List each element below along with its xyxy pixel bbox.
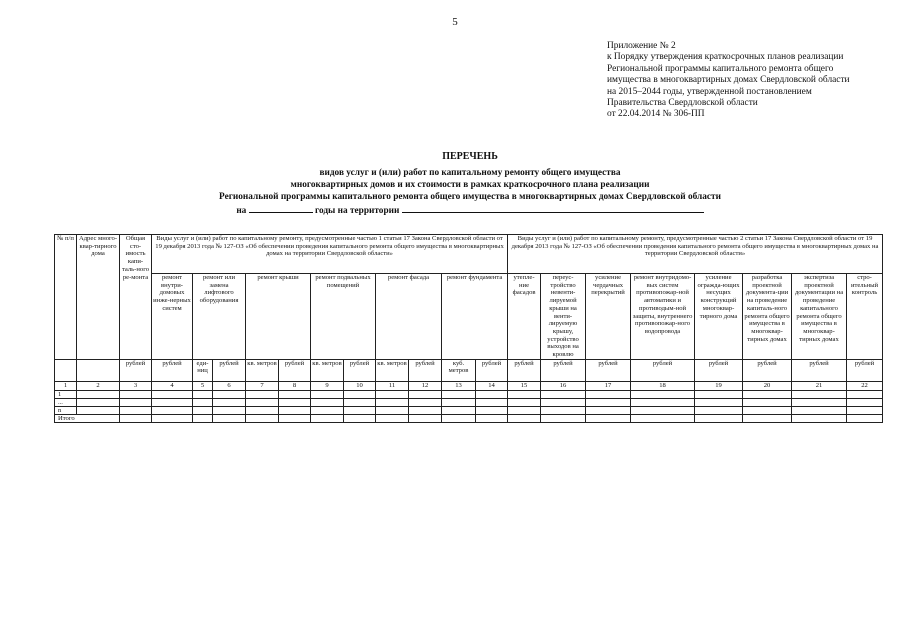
- page-number: 5: [452, 16, 458, 28]
- unit-cell: рублей: [344, 359, 376, 381]
- col-number: 10: [344, 381, 376, 390]
- unit-cell: рублей: [279, 359, 311, 381]
- title-line: многоквартирных домов и их стоимости в рамках краткосрочного плана реализации: [290, 180, 650, 190]
- col-number: 15: [508, 381, 541, 390]
- col-header-foundation: ремонт фундамента: [442, 274, 508, 360]
- unit-cell: [77, 359, 120, 381]
- appendix-line: Правительства Свердловской области: [607, 98, 758, 109]
- unit-cell: рублей: [586, 359, 631, 381]
- col-number: 19: [695, 381, 743, 390]
- territory-prefix: годы на территории: [314, 206, 400, 216]
- col-number: 9: [311, 381, 344, 390]
- unit-cell: рублей: [409, 359, 442, 381]
- col-header-expertise: экспертиза проектной документации на проведение капитального ремонта общего имущества в многоквар-тирных домах: [792, 274, 847, 360]
- col-number: 14: [476, 381, 508, 390]
- col-number: 4: [152, 381, 193, 390]
- unit-cell: [55, 359, 77, 381]
- col-number: 12: [409, 381, 442, 390]
- title-line-period: [150, 203, 790, 217]
- unit-cell: кв. метров: [376, 359, 409, 381]
- unit-cell: рублей: [213, 359, 246, 381]
- appendix-line: Региональной программы капитального ремонта общего: [607, 63, 834, 74]
- col-header-roof-rebuild: переус-тройство невенти-лируемой крыши на венти-лируемую крышу, устройство выходов на кровлю: [541, 274, 586, 360]
- unit-cell: рублей: [476, 359, 508, 381]
- unit-cell: рублей: [120, 359, 152, 381]
- col-number: 11: [376, 381, 409, 390]
- unit-cell: куб. метров: [442, 359, 476, 381]
- title-main: ПЕРЕЧЕНЬ: [442, 151, 498, 162]
- appendix-line: имущества в многоквартирных домах Свердловской области: [607, 75, 850, 86]
- col-number: 21: [792, 381, 847, 390]
- title-line: Региональной программы капитального ремонта общего имущества в многоквартирных домах Свердловской области: [219, 192, 721, 202]
- appendix-line: к Порядку утверждения краткосрочных планов реализации: [607, 52, 844, 63]
- row-label: ...: [55, 398, 77, 406]
- unit-cell: еди-ниц: [193, 359, 213, 381]
- col-header-design-docs: разработка проектной документа-ции на проведение капиталь-ного ремонта общего имущества в многоквар-тирных домах: [743, 274, 792, 360]
- period-blank: [249, 203, 313, 213]
- row-label: n: [55, 406, 77, 414]
- table-row: [55, 390, 883, 398]
- col-header-address: Адрес много-квар-тирного дома: [77, 235, 120, 360]
- col-header-construction-control: стро-ительный контроль: [847, 274, 883, 360]
- unit-cell: рублей: [847, 359, 883, 381]
- row-label: 1: [55, 390, 77, 398]
- column-number-row: [55, 381, 883, 390]
- appendix-line: Приложение № 2: [607, 41, 676, 51]
- period-prefix: на: [236, 206, 247, 216]
- col-header-facade: ремонт фасада: [376, 274, 442, 360]
- table-row: [55, 398, 883, 406]
- col-number: 13: [442, 381, 476, 390]
- unit-cell: рублей: [792, 359, 847, 381]
- section-header-part2: Виды услуг и (или) работ по капитальному ремонту, предусмотренные частью 2 статьи 17 Закона Свердловской области от 19 декабря 2013 года № 127-ОЗ «Об обеспечении проведения капитального ремонта общего имущества в многоквартирных домах на территории Свердловской области»: [508, 235, 883, 274]
- unit-cell: рублей: [743, 359, 792, 381]
- col-number: 3: [120, 381, 152, 390]
- col-header-structures: усиление огражда-ющих несущих конструкций многоквар-тирного дома: [695, 274, 743, 360]
- col-header-engineering: ремонт внутри-домовых инже-нерных систем: [152, 274, 193, 360]
- works-table: [54, 234, 883, 423]
- total-row: [55, 414, 883, 422]
- unit-cell: рублей: [631, 359, 695, 381]
- section-header-part1: Виды услуг и (или) работ по капитальному ремонту, предусмотренные частью 1 статьи 17 Закона Свердловской области от 19 декабря 2013 года № 127-ОЗ «Об обеспечении проведения капитального ремонта общего имущества в многоквартирных домах на территории Свердловской области»: [152, 235, 508, 274]
- col-number: 8: [279, 381, 311, 390]
- appendix-line: от 22.04.2014 № 306-ПП: [607, 109, 705, 120]
- col-header-num: № п/п: [55, 235, 77, 360]
- col-number: 2: [77, 381, 120, 390]
- col-number: 18: [631, 381, 695, 390]
- col-header-total: Общая сто-имость капи-таль-ного ре-монта: [120, 235, 152, 360]
- col-header-insulation: утепле-ние фасадов: [508, 274, 541, 360]
- unit-cell: кв. метров: [311, 359, 344, 381]
- col-header-elevators: ремонт или замена лифтового оборудования: [193, 274, 246, 360]
- col-header-attic: усиление чердачных перекрытий: [586, 274, 631, 360]
- document-title: [150, 151, 790, 217]
- col-header-roof: ремонт крыши: [246, 274, 311, 360]
- col-number: 17: [586, 381, 631, 390]
- unit-cell: рублей: [508, 359, 541, 381]
- col-number: 1: [55, 381, 77, 390]
- appendix-line: на 2015–2044 годы, утвержденной постановлением: [607, 86, 812, 97]
- col-header-basement: ремонт подвальных помещений: [311, 274, 376, 360]
- title-line: видов услуг и (или) работ по капитальному ремонту общего имущества: [319, 168, 621, 178]
- unit-cell: рублей: [152, 359, 193, 381]
- col-number: 7: [246, 381, 279, 390]
- col-number: 20: [743, 381, 792, 390]
- col-number: 16: [541, 381, 586, 390]
- table-row: [55, 406, 883, 414]
- total-label: Итого: [55, 414, 120, 422]
- territory-blank: [402, 203, 704, 213]
- appendix-block: [607, 41, 897, 121]
- unit-cell: рублей: [541, 359, 586, 381]
- col-header-fire-systems: ремонт внутридомо-вых систем противопожар-ной автоматики и противодым-ной защиты, внутреннего противопожар-ного водопровода: [631, 274, 695, 360]
- unit-cell: кв. метров: [246, 359, 279, 381]
- unit-cell: рублей: [695, 359, 743, 381]
- col-number: 6: [213, 381, 246, 390]
- col-number: 22: [847, 381, 883, 390]
- col-number: 5: [193, 381, 213, 390]
